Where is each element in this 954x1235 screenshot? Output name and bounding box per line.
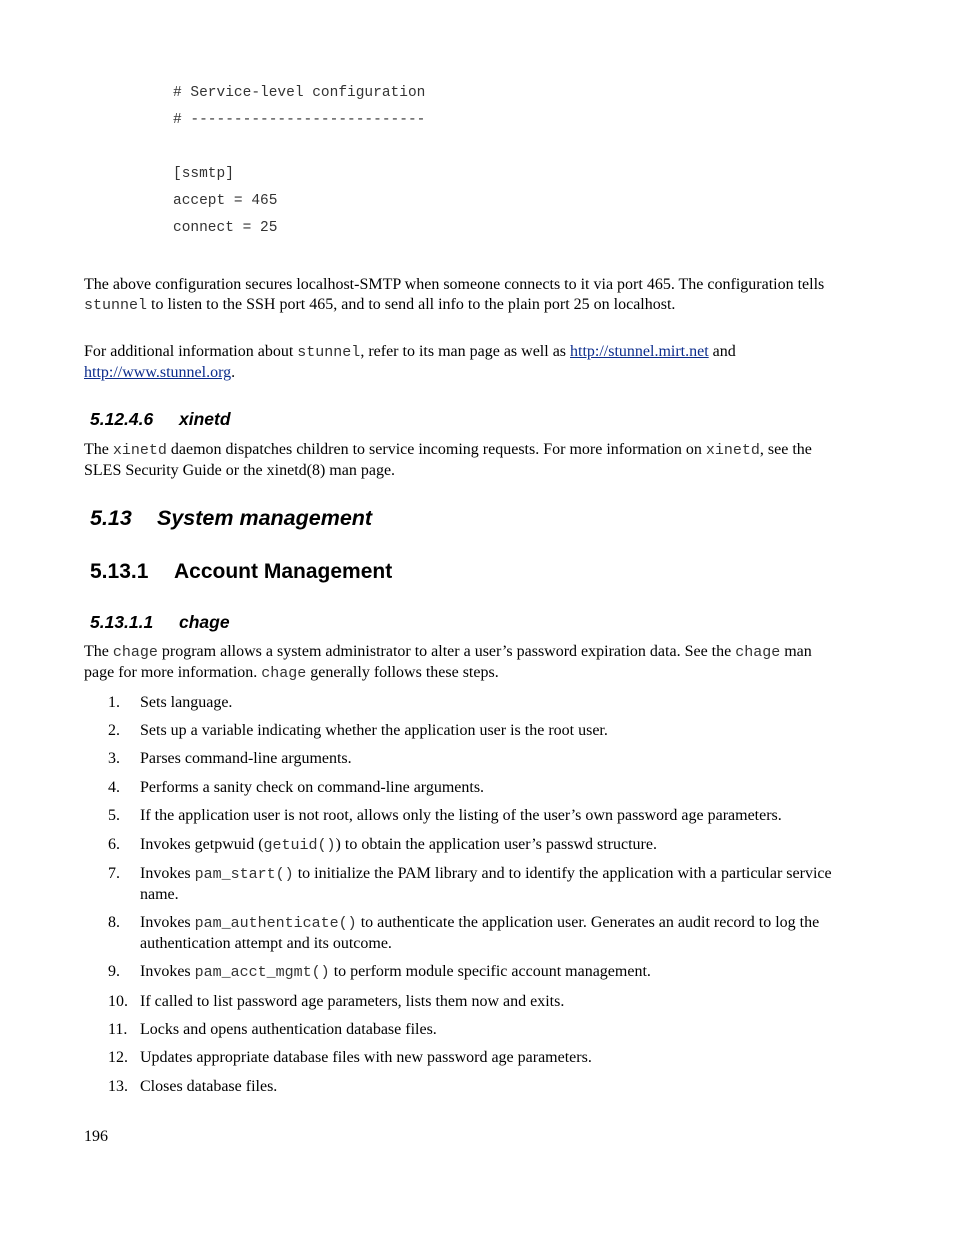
code-line-1: # Service-level configuration: [173, 85, 426, 101]
stunnel-org-link[interactable]: http://www.stunnel.org: [84, 364, 232, 381]
document-page: # Service-level configuration # --------------------------- [ssmtp] accept = 465 connect = 25 The above configuration secures localhost-SMTP when someone connects to it via port 465. The configuration tells stunnel to listen to the SSH port 465, and to send all info to the plain port 25 on localhost. For additional information about stunnel, refer to its man page as well as http://stunnel.mirt.net and http://www.stunnel.org. 5.12.4.6 xinetd The xinetd daemon dispatches children to service incoming requests. For more information on xinetd, see the SLES Security Guide or the xinetd(8) man page. 5.13 System management 5.13.1 Account Management 5.13.1.1 chage The chage program allows a system administrator to alter a user’s password expiration data. See the chage man page for more information. chage generally follows these steps. 1. Sets language. 2. Sets up a variable indicating whether the application user is the root user. 3. Parses command-line arguments. 4. Performs a sanity check on command-line arguments. 5. If the application user is not root, allows only the listing of the user’s own password age parameters. 6. Invokes getpwuid (getuid()) to obtain the application user’s passwd structure. 7. Invokes pam_start() to initialize the PAM library and to identify the application with a particular service name. 8. Invokes pam_authenticate() to authenticate the application user. Generates an audit record to log the authentication attempt and its outcome. 9. Invokes pam_acct_mgmt() to perform module specific account management. 10. If called to list password age parameters, lists them now and exits. 11. Locks and opens authentication database files. 12. Updates appropriate database files with new password age parameters. 13. Closes database files. 196: [0, 0, 954, 1235]
inline-code: chage: [112, 644, 158, 661]
inline-code: chage: [261, 665, 307, 682]
section-number: 5.13.1.1: [90, 612, 154, 632]
section-title: xinetd: [179, 409, 231, 429]
inline-code: pam_authenticate(): [194, 915, 357, 932]
section-number: 5.12.4.6: [90, 409, 154, 429]
inline-code: pam_acct_mgmt(): [194, 964, 330, 981]
section-number: 5.13: [90, 506, 132, 530]
inline-code: chage: [735, 644, 781, 661]
page-number: 196: [84, 1128, 108, 1145]
paragraph-stunnel-config: The above configuration secures localhost-SMTP when someone connects to it via port 465. The configuration tells stunnel to listen to the SSH port 465, and to send all info to the plain port 25 on localhost.: [84, 276, 825, 314]
section-title: Account Management: [174, 560, 393, 583]
code-line-5: accept = 465: [173, 193, 278, 209]
inline-code: getuid(): [263, 837, 336, 854]
heading-xinetd: [90, 409, 231, 430]
stunnel-mirt-link[interactable]: http://stunnel.mirt.net: [570, 343, 709, 360]
paragraph-xinetd: The xinetd daemon dispatches children to service incoming requests. For more information on xinetd, see the SLES Security Guide or the xinetd(8) man page.: [84, 441, 812, 479]
section-title: System management: [157, 506, 373, 530]
heading-chage: [90, 612, 230, 633]
section-title: chage: [179, 612, 230, 632]
heading-system-management: [90, 506, 372, 531]
paragraph-stunnel-info: For additional information about stunnel, refer to its man page as well as http://stunnel.mirt.net and http://www.stunnel.org.: [84, 343, 736, 381]
heading-account-management: [90, 560, 392, 584]
code-line-6: connect = 25: [173, 220, 278, 236]
code-line-2: # ---------------------------: [173, 112, 426, 128]
inline-code: pam_start(): [194, 866, 294, 883]
code-line-4: [ssmtp]: [173, 166, 234, 182]
inline-code: xinetd: [705, 442, 760, 459]
inline-code: stunnel: [297, 344, 361, 361]
inline-code: xinetd: [112, 442, 167, 459]
section-number: 5.13.1: [90, 560, 149, 583]
paragraph-chage: The chage program allows a system administrator to alter a user’s password expiration data. See the chage man page for more information. chage generally follows these steps.: [84, 643, 812, 682]
inline-code: stunnel: [84, 297, 148, 314]
